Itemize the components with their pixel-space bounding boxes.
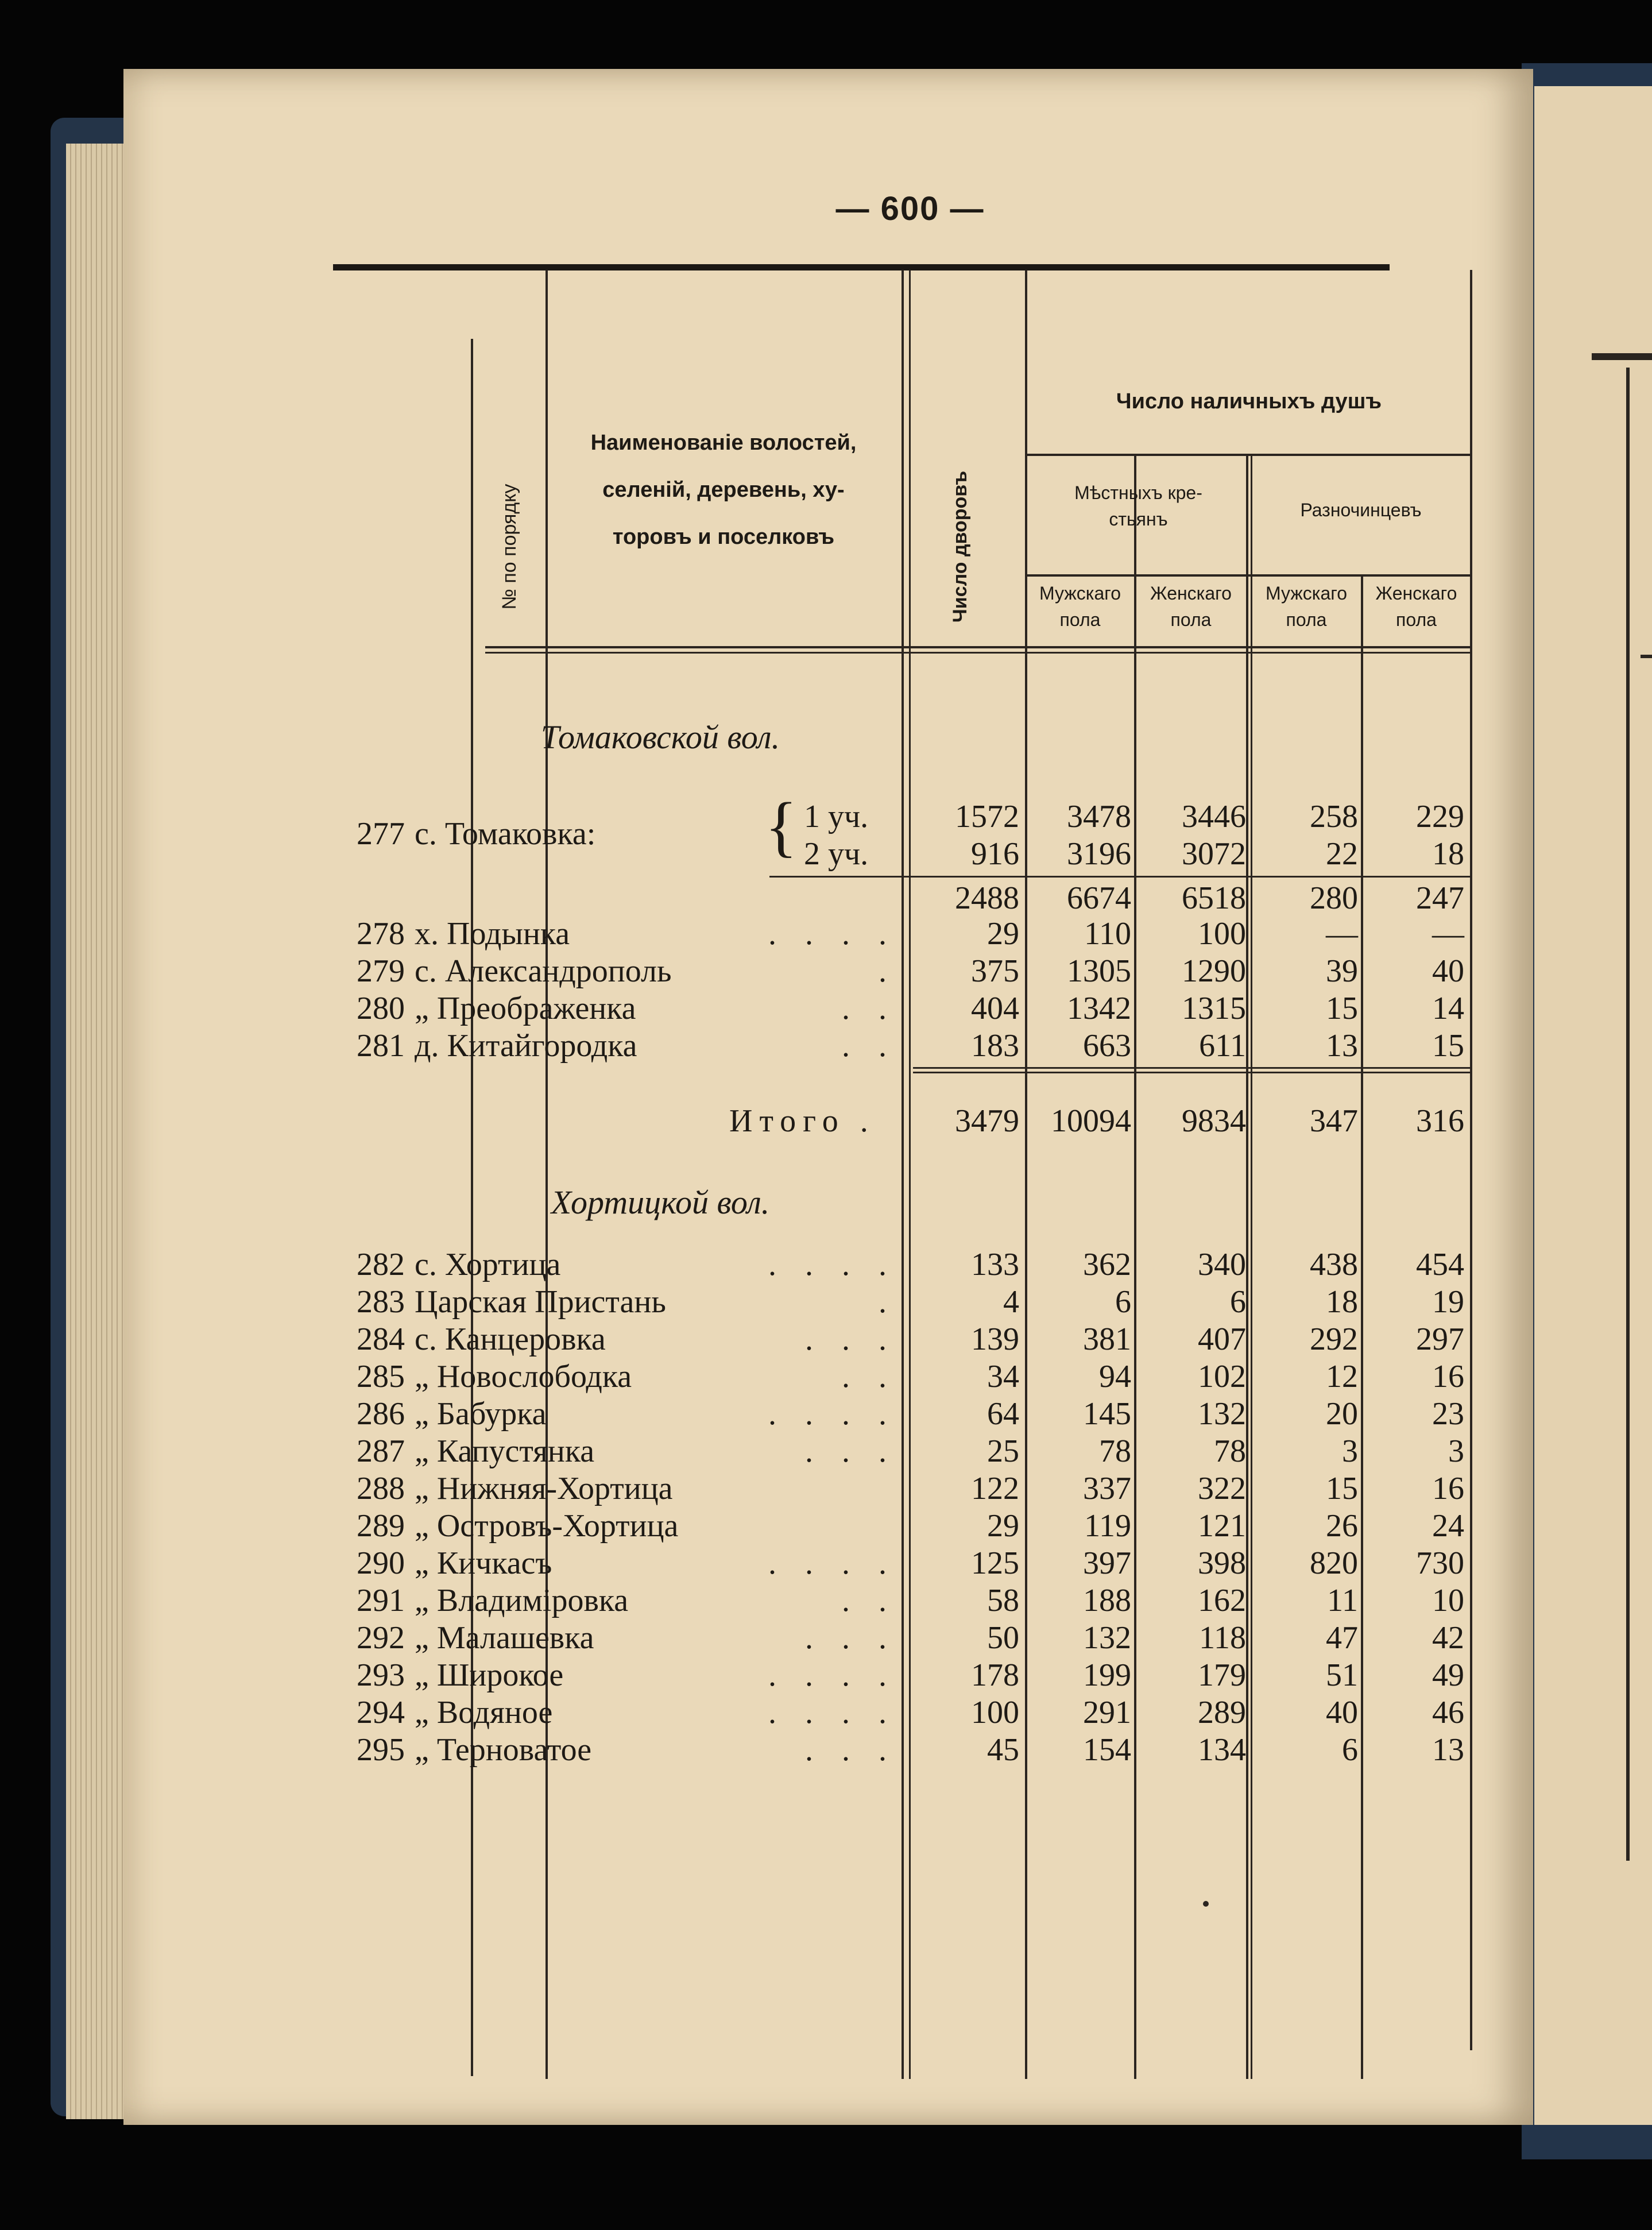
row-index: 290 bbox=[357, 1545, 405, 1581]
cell-razn-male: 292 bbox=[1310, 1321, 1358, 1357]
subtotal-razn-female: 247 bbox=[1416, 880, 1464, 916]
cell-local-male: 291 bbox=[1083, 1695, 1131, 1730]
cell-local-female: 398 bbox=[1198, 1545, 1246, 1581]
cell-local-male: 1342 bbox=[1067, 991, 1131, 1026]
subtotal-rule bbox=[769, 876, 1470, 878]
col-divider bbox=[545, 270, 548, 2079]
row-name-text: д. Китайгородка bbox=[415, 1028, 637, 1064]
header-rule bbox=[1025, 574, 1470, 577]
row-index: 291 bbox=[357, 1583, 405, 1618]
row-index: 284 bbox=[357, 1321, 405, 1357]
cell-razn-female: 16 bbox=[1432, 1359, 1464, 1394]
cell-local-female: 118 bbox=[1199, 1620, 1246, 1656]
row-name bbox=[415, 1582, 897, 1619]
cell-local-male: 154 bbox=[1083, 1732, 1131, 1768]
row-leader-dots: . . bbox=[842, 991, 897, 1026]
cell-local-female: 407 bbox=[1198, 1321, 1246, 1357]
row-name-text: с. Канцеровка bbox=[415, 1321, 606, 1357]
subtotal-households: 2488 bbox=[955, 880, 1019, 916]
cell-local-male: 3196 bbox=[1067, 836, 1131, 872]
cell-local-male: 3478 bbox=[1067, 799, 1131, 834]
cell-local-female: 340 bbox=[1198, 1247, 1246, 1282]
cell-local-female: 132 bbox=[1198, 1396, 1246, 1432]
brace: { bbox=[765, 789, 798, 864]
cell-razn-male: 39 bbox=[1326, 953, 1358, 989]
row-name-text: „ Капустянка bbox=[415, 1433, 595, 1469]
cell-households: 178 bbox=[971, 1657, 1019, 1693]
total-rule bbox=[913, 1067, 1470, 1069]
row-name bbox=[415, 1657, 897, 1694]
cell-razn-male: 15 bbox=[1326, 991, 1358, 1026]
cell-households: 1572 bbox=[955, 799, 1019, 834]
row-index: 281 bbox=[357, 1028, 405, 1064]
facing-page bbox=[1534, 86, 1652, 2125]
row-name-text: „ Малашевка bbox=[415, 1620, 594, 1656]
row-leader-dots: . . . bbox=[805, 1620, 897, 1656]
cell-local-male: 1305 bbox=[1067, 953, 1131, 989]
header-souls: Число наличныхъ душъ bbox=[1116, 389, 1382, 413]
cell-households: 34 bbox=[987, 1359, 1019, 1394]
cell-households: 404 bbox=[971, 991, 1019, 1026]
row-name bbox=[415, 915, 897, 952]
cell-local-female: 289 bbox=[1198, 1695, 1246, 1730]
row-leader-dots: . . bbox=[842, 1583, 897, 1618]
total-label: Итого . bbox=[729, 1103, 875, 1139]
row-name bbox=[415, 1433, 897, 1470]
row-index: 279 bbox=[357, 953, 405, 989]
book-page bbox=[123, 69, 1533, 2125]
row-name-text: „ Бабурка bbox=[415, 1396, 547, 1432]
row-name-text: „ Водяное bbox=[415, 1695, 553, 1730]
cell-local-female: 102 bbox=[1198, 1359, 1246, 1394]
row-name bbox=[415, 1358, 897, 1395]
cell-razn-female: 46 bbox=[1432, 1695, 1464, 1730]
cell-households: 45 bbox=[987, 1732, 1019, 1768]
cell-razn-male: 51 bbox=[1326, 1657, 1358, 1693]
row-index: 282 bbox=[357, 1247, 405, 1282]
col-divider bbox=[909, 270, 911, 2079]
cell-households: 25 bbox=[987, 1433, 1019, 1469]
row-leader-dots: . . . . bbox=[768, 1545, 897, 1581]
row-index: 283 bbox=[357, 1284, 405, 1320]
row-name bbox=[415, 1027, 897, 1064]
cell-households: 183 bbox=[971, 1028, 1019, 1064]
header-bottom-rule bbox=[485, 646, 1470, 648]
cell-razn-male: 22 bbox=[1326, 836, 1358, 872]
cell-razn-female: 24 bbox=[1432, 1508, 1464, 1544]
total-local-male: 10094 bbox=[1051, 1103, 1131, 1139]
row-name bbox=[415, 1620, 897, 1656]
cell-local-female: 1315 bbox=[1182, 991, 1246, 1026]
table-top-rule bbox=[333, 264, 1390, 270]
total-households: 3479 bbox=[955, 1103, 1019, 1139]
cell-local-female: 100 bbox=[1198, 916, 1246, 952]
row-leader-dots: . . . . bbox=[768, 916, 897, 952]
cell-razn-female: 49 bbox=[1432, 1657, 1464, 1693]
cell-razn-male: 20 bbox=[1326, 1396, 1358, 1432]
row-name-text: „ Нижняя-Хортица bbox=[415, 1471, 673, 1506]
cell-households: 50 bbox=[987, 1620, 1019, 1656]
row-name bbox=[415, 1545, 897, 1582]
cell-razn-female: 3 bbox=[1448, 1433, 1464, 1469]
cell-razn-female: 18 bbox=[1432, 836, 1464, 872]
cell-local-male: 6 bbox=[1115, 1284, 1131, 1320]
row-name bbox=[415, 1732, 897, 1768]
col-divider bbox=[1246, 454, 1248, 2079]
cell-local-female: 121 bbox=[1198, 1508, 1246, 1544]
row-name bbox=[415, 1694, 897, 1731]
row-name bbox=[415, 1284, 897, 1320]
row-index: 287 bbox=[357, 1433, 405, 1469]
header-households: Число дворовъ bbox=[949, 470, 971, 623]
cell-razn-male: 438 bbox=[1310, 1247, 1358, 1282]
cell-local-female: 3446 bbox=[1182, 799, 1246, 834]
row-index: 294 bbox=[357, 1695, 405, 1730]
cell-razn-female: 15 bbox=[1432, 1028, 1464, 1064]
cell-razn-male: 6 bbox=[1342, 1732, 1358, 1768]
row-name-text: с. Александрополь bbox=[415, 953, 672, 989]
header-local-male: Мужскаго пола bbox=[1039, 583, 1121, 630]
subtotal-razn-male: 280 bbox=[1310, 880, 1358, 916]
cell-local-male: 145 bbox=[1083, 1396, 1131, 1432]
cell-households: 29 bbox=[987, 1508, 1019, 1544]
total-razn-male: 347 bbox=[1310, 1103, 1358, 1139]
cell-razn-female: 42 bbox=[1432, 1620, 1464, 1656]
row-leader-dots: . . . . bbox=[768, 1247, 897, 1282]
cell-razn-female: 229 bbox=[1416, 799, 1464, 834]
cell-local-female: 162 bbox=[1198, 1583, 1246, 1618]
col-divider bbox=[902, 270, 904, 2079]
row-index: 293 bbox=[357, 1657, 405, 1693]
part-label: 2 уч. bbox=[804, 836, 869, 872]
row-leader-dots: . bbox=[879, 1284, 897, 1320]
row-index: 277 bbox=[357, 816, 405, 852]
row-index: 286 bbox=[357, 1396, 405, 1432]
cell-razn-male: 258 bbox=[1310, 799, 1358, 834]
subtotal-local-female: 6518 bbox=[1182, 880, 1246, 916]
cell-local-male: 119 bbox=[1084, 1508, 1131, 1544]
row-name bbox=[415, 1321, 897, 1358]
cell-razn-female: 454 bbox=[1416, 1247, 1464, 1282]
row-index: 292 bbox=[357, 1620, 405, 1656]
cell-razn-male: 12 bbox=[1326, 1359, 1358, 1394]
cell-local-female: 1290 bbox=[1182, 953, 1246, 989]
header-index: № по порядку bbox=[498, 484, 520, 610]
row-name-text: „ Владиміровка bbox=[415, 1583, 629, 1618]
row-leader-dots: . . bbox=[842, 1028, 897, 1064]
cell-razn-male: 18 bbox=[1326, 1284, 1358, 1320]
header-rule bbox=[1025, 454, 1470, 456]
cell-households: 375 bbox=[971, 953, 1019, 989]
row-leader-dots: . . . bbox=[805, 1732, 897, 1768]
row-name-text: „ Широкое bbox=[415, 1657, 564, 1693]
row-leader-dots: . . . bbox=[805, 1433, 897, 1469]
cell-local-male: 337 bbox=[1083, 1471, 1131, 1506]
row-name-text: „ Новослободка bbox=[415, 1359, 632, 1394]
cell-local-male: 132 bbox=[1083, 1620, 1131, 1656]
cell-households: 133 bbox=[971, 1247, 1019, 1282]
cell-local-male: 78 bbox=[1099, 1433, 1131, 1469]
cell-households: 100 bbox=[971, 1695, 1019, 1730]
row-index: 278 bbox=[357, 916, 405, 952]
row-index: 289 bbox=[357, 1508, 405, 1544]
cell-local-female: 6 bbox=[1230, 1284, 1246, 1320]
cell-razn-male: 820 bbox=[1310, 1545, 1358, 1581]
cell-razn-female: 40 bbox=[1432, 953, 1464, 989]
page-number: — 600 — bbox=[835, 190, 985, 227]
row-name bbox=[415, 1470, 897, 1507]
header-local-peasants: Мѣстныхъ кре- стьянъ bbox=[1074, 482, 1202, 530]
cell-households: 916 bbox=[971, 836, 1019, 872]
cell-razn-male: 26 bbox=[1326, 1508, 1358, 1544]
row-name-text: „ Преображенка bbox=[415, 991, 636, 1026]
subtotal-local-male: 6674 bbox=[1067, 880, 1131, 916]
row-name-text: с. Хортица bbox=[415, 1247, 561, 1282]
cell-households: 4 bbox=[1003, 1284, 1019, 1320]
cell-local-male: 663 bbox=[1083, 1028, 1131, 1064]
header-razn-female: Женскаго пола bbox=[1375, 583, 1457, 630]
total-local-female: 9834 bbox=[1182, 1103, 1246, 1139]
cell-razn-male: 3 bbox=[1342, 1433, 1358, 1469]
row-name: с. Томаковка: bbox=[415, 816, 596, 852]
header-local-female: Женскаго пола bbox=[1150, 583, 1232, 630]
row-leader-dots: . . . . bbox=[768, 1695, 897, 1730]
cell-razn-female: 10 bbox=[1432, 1583, 1464, 1618]
row-name-text: „ Терноватое bbox=[415, 1732, 592, 1768]
cell-local-female: 179 bbox=[1198, 1657, 1246, 1693]
col-divider bbox=[1251, 454, 1252, 2079]
cell-households: 122 bbox=[971, 1471, 1019, 1506]
cell-local-male: 94 bbox=[1099, 1359, 1131, 1394]
table-right-border bbox=[1470, 270, 1472, 2050]
row-index: 285 bbox=[357, 1359, 405, 1394]
cell-razn-female: 730 bbox=[1416, 1545, 1464, 1581]
cell-razn-male: 40 bbox=[1326, 1695, 1358, 1730]
row-name-text: „ Островъ-Хортица bbox=[415, 1508, 679, 1544]
row-leader-dots: . . bbox=[842, 1359, 897, 1394]
cell-razn-male: 47 bbox=[1326, 1620, 1358, 1656]
cell-local-female: 3072 bbox=[1182, 836, 1246, 872]
cell-razn-female: 23 bbox=[1432, 1396, 1464, 1432]
section-title: Хортицкой вол. bbox=[551, 1184, 770, 1221]
row-index: 295 bbox=[357, 1732, 405, 1768]
header-name: Наименованіе волостей, селеній, деревень, ху- торовъ и поселковъ bbox=[590, 431, 857, 549]
row-leader-dots: . . . bbox=[805, 1321, 897, 1357]
cell-razn-male: 11 bbox=[1327, 1583, 1358, 1618]
cell-local-female: 78 bbox=[1214, 1433, 1246, 1469]
row-name-text: Царская Пристань bbox=[415, 1284, 666, 1320]
cell-local-male: 199 bbox=[1083, 1657, 1131, 1693]
row-leader-dots: . bbox=[879, 953, 897, 989]
header-razn-male: Мужскаго пола bbox=[1265, 583, 1348, 630]
row-name bbox=[415, 1396, 897, 1432]
cell-households: 64 bbox=[987, 1396, 1019, 1432]
col-divider bbox=[1134, 454, 1136, 2079]
cell-razn-female: 13 bbox=[1432, 1732, 1464, 1768]
cell-razn-female: 14 bbox=[1432, 991, 1464, 1026]
cell-households: 29 bbox=[987, 916, 1019, 952]
total-rule bbox=[913, 1072, 1470, 1073]
row-name-text: х. Подынка bbox=[415, 916, 570, 952]
cell-razn-female: 19 bbox=[1432, 1284, 1464, 1320]
header-raznochintsy: Разночинцевъ bbox=[1300, 500, 1422, 520]
cell-households: 58 bbox=[987, 1583, 1019, 1618]
section-title: Томаковской вол. bbox=[540, 718, 780, 756]
header-bottom-rule bbox=[485, 652, 1470, 654]
row-name-text: „ Кичкасъ bbox=[415, 1545, 552, 1581]
cell-local-male: 362 bbox=[1083, 1247, 1131, 1282]
cell-razn-male: 15 bbox=[1326, 1471, 1358, 1506]
total-razn-female: 316 bbox=[1416, 1103, 1464, 1139]
cell-razn-female: — bbox=[1432, 916, 1464, 952]
row-name bbox=[415, 990, 897, 1027]
row-name bbox=[415, 1246, 897, 1283]
row-leader-dots: . . . . bbox=[768, 1396, 897, 1432]
cell-razn-male: — bbox=[1326, 916, 1358, 952]
row-name bbox=[415, 1508, 897, 1544]
row-leader-dots: . . . . bbox=[768, 1657, 897, 1693]
ink-dot bbox=[1203, 1901, 1209, 1907]
cell-households: 125 bbox=[971, 1545, 1019, 1581]
cell-razn-female: 16 bbox=[1432, 1471, 1464, 1506]
cell-local-male: 110 bbox=[1084, 916, 1131, 952]
row-name bbox=[415, 953, 897, 990]
col-divider bbox=[1361, 574, 1363, 2079]
cell-local-male: 381 bbox=[1083, 1321, 1131, 1357]
part-label: 1 уч. bbox=[804, 799, 869, 834]
cell-local-female: 322 bbox=[1198, 1471, 1246, 1506]
cell-households: 139 bbox=[971, 1321, 1019, 1357]
cell-local-female: 611 bbox=[1199, 1028, 1246, 1064]
row-index: 288 bbox=[357, 1471, 405, 1506]
cell-razn-male: 13 bbox=[1326, 1028, 1358, 1064]
cell-local-male: 188 bbox=[1083, 1583, 1131, 1618]
row-index: 280 bbox=[357, 991, 405, 1026]
col-divider bbox=[1025, 270, 1027, 2079]
cell-local-male: 397 bbox=[1083, 1545, 1131, 1581]
cell-razn-female: 297 bbox=[1416, 1321, 1464, 1357]
cell-local-female: 134 bbox=[1198, 1732, 1246, 1768]
